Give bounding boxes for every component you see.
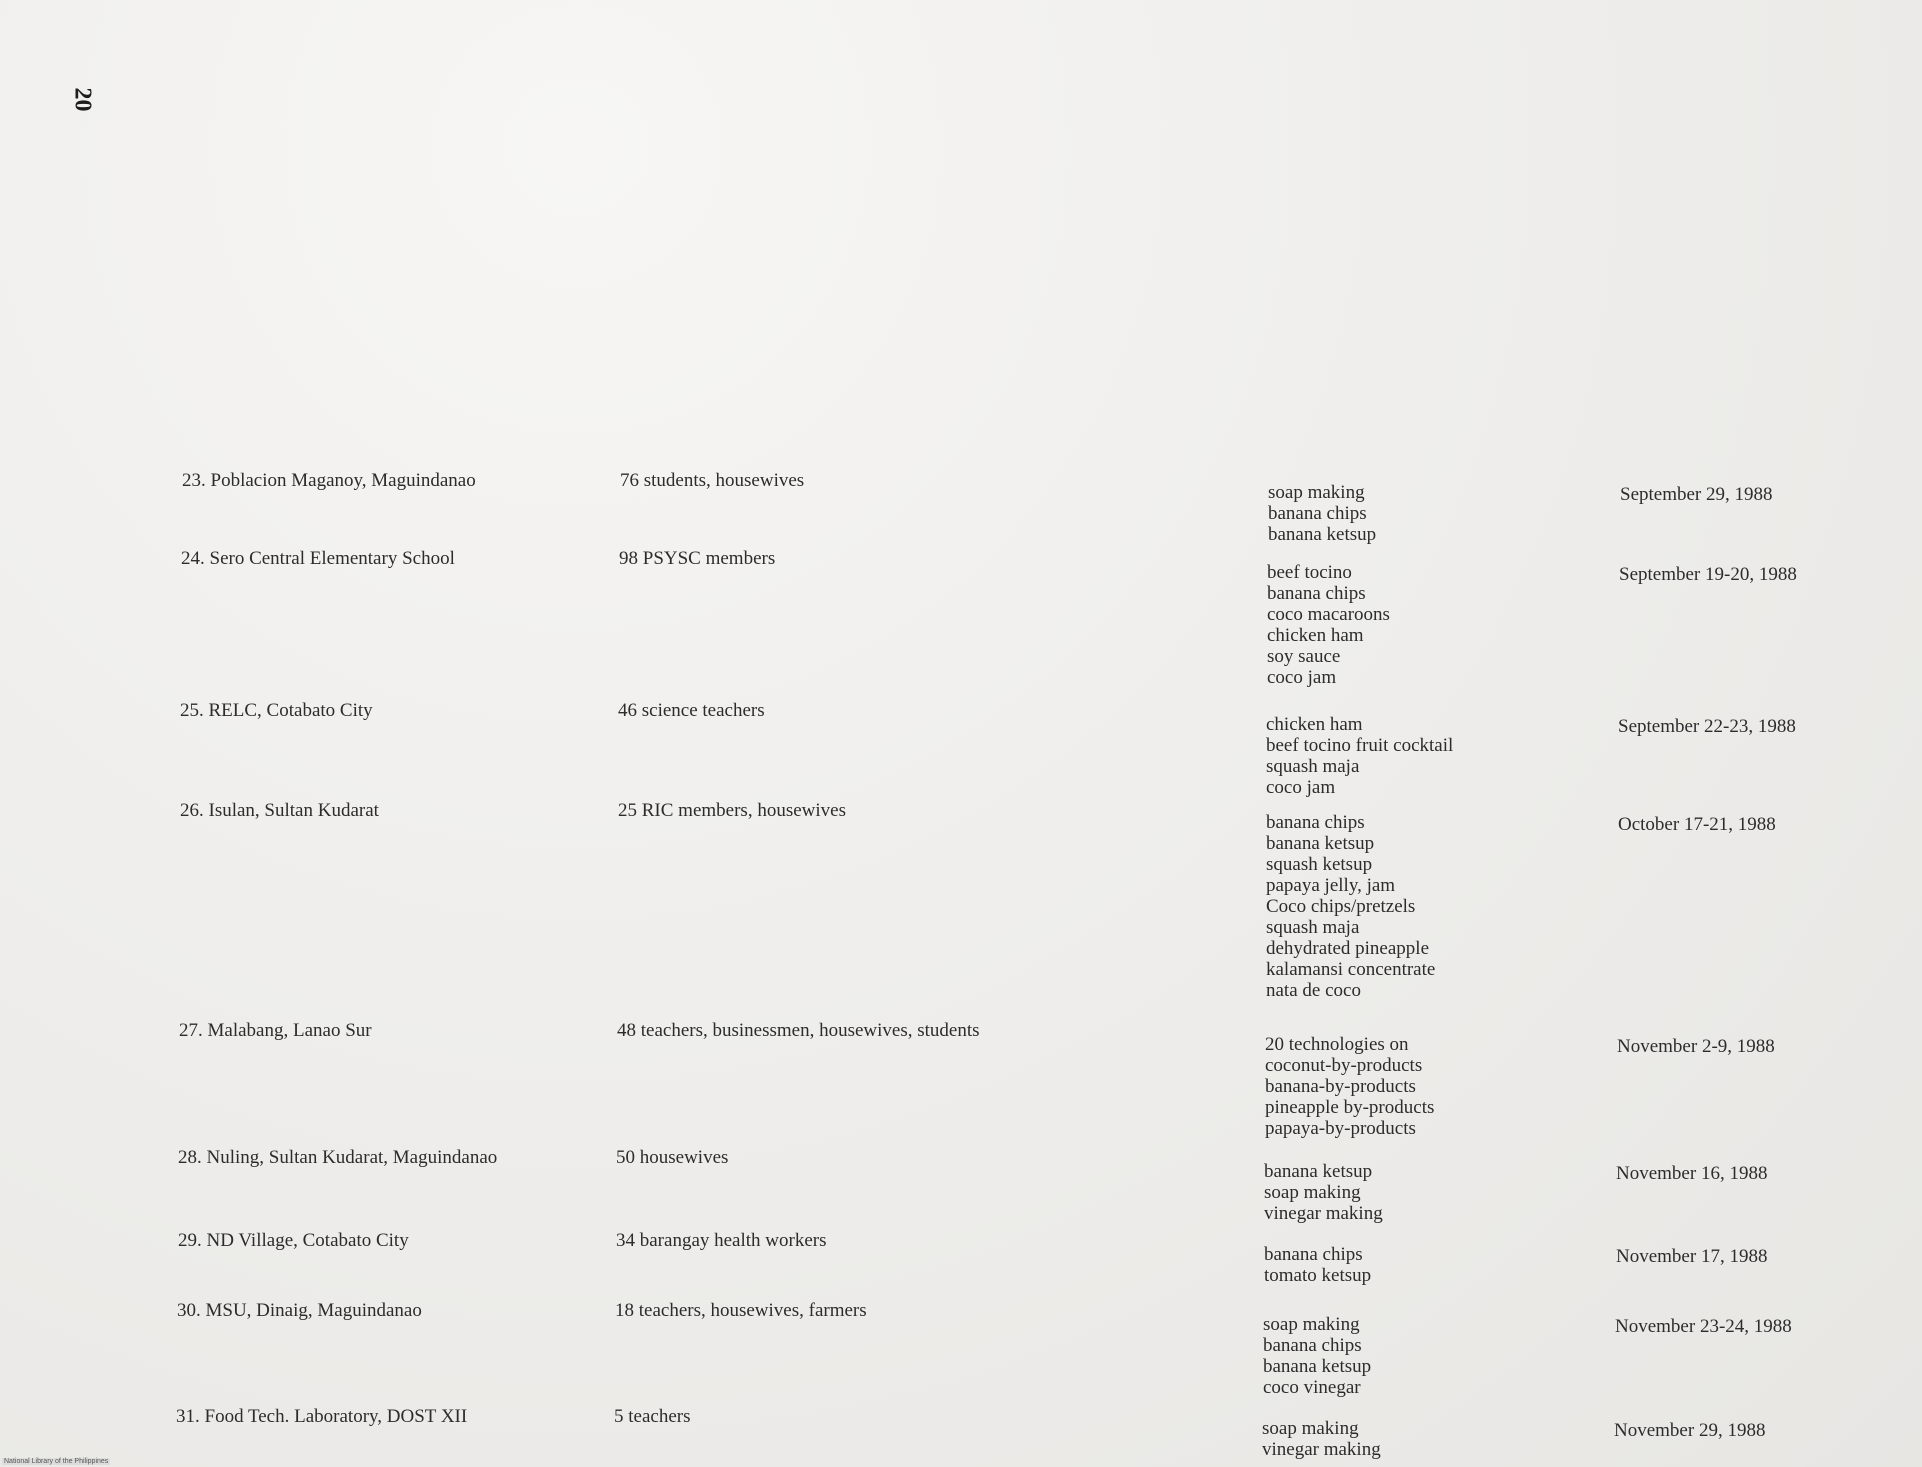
technology-item: coconut-by-products: [1265, 1055, 1423, 1076]
participants-cell: 5 teachers: [614, 1406, 691, 1427]
location-cell: 30. MSU, Dinaig, Maguindanao: [177, 1300, 422, 1321]
technology-item: nata de coco: [1266, 980, 1361, 1001]
technology-item: vinegar making: [1262, 1439, 1381, 1460]
date-cell: November 29, 1988: [1614, 1420, 1766, 1441]
technology-item: pineapple by-products: [1265, 1097, 1435, 1118]
participants-cell: 50 housewives: [616, 1147, 729, 1168]
participants-cell: 25 RIC members, housewives: [618, 800, 846, 821]
date-cell: September 29, 1988: [1620, 484, 1773, 505]
technology-item: chicken ham: [1267, 625, 1364, 646]
location-cell: 31. Food Tech. Laboratory, DOST XII: [176, 1406, 468, 1427]
technology-item: squash ketsup: [1266, 854, 1373, 875]
participants-cell: 48 teachers, businessmen, housewives, students: [617, 1020, 980, 1041]
participants-cell: 18 teachers, housewives, farmers: [615, 1300, 867, 1321]
date-cell: November 2-9, 1988: [1617, 1036, 1775, 1057]
technology-item: coco jam: [1266, 777, 1336, 798]
technology-item: soap making: [1268, 482, 1365, 503]
location-cell: 29. ND Village, Cotabato City: [178, 1230, 409, 1251]
technologies-cell: [1268, 482, 1376, 545]
technology-item: coco macaroons: [1267, 604, 1390, 625]
technologies-cell: [1266, 714, 1453, 798]
date-cell: October 17-21, 1988: [1618, 814, 1776, 835]
date-cell: November 17, 1988: [1616, 1246, 1768, 1267]
technology-item: banana chips: [1267, 583, 1366, 604]
technology-item: soap making: [1262, 1418, 1359, 1439]
technology-item: beef tocino fruit cocktail: [1266, 735, 1454, 756]
technology-item: banana ketsup: [1263, 1356, 1372, 1377]
participants-cell: 76 students, housewives: [620, 470, 805, 491]
location-cell: 24. Sero Central Elementary School: [181, 548, 455, 569]
technologies-cell: [1264, 1244, 1371, 1286]
technology-item: beef tocino: [1267, 562, 1352, 583]
technologies-cell: [1266, 812, 1435, 1001]
technology-item: banana ketsup: [1268, 524, 1377, 545]
technology-item: Coco chips/pretzels: [1266, 896, 1416, 917]
technology-item: papaya-by-products: [1265, 1118, 1416, 1139]
technology-item: soap making: [1263, 1314, 1360, 1335]
technology-item: 20 technologies on: [1265, 1034, 1409, 1055]
participants-cell: 46 science teachers: [618, 700, 765, 721]
technology-item: banana ketsup: [1264, 1161, 1373, 1182]
technology-item: squash maja: [1266, 756, 1360, 777]
participants-cell: 98 PSYSC members: [619, 548, 776, 569]
technology-item: dehydrated pineapple: [1266, 938, 1430, 959]
date-cell: November 16, 1988: [1616, 1163, 1768, 1184]
location-cell: 28. Nuling, Sultan Kudarat, Maguindanao: [178, 1147, 498, 1168]
footer-note: National Library of the Philippines: [4, 1458, 109, 1465]
technology-item: chicken ham: [1266, 714, 1363, 735]
date-cell: September 22-23, 1988: [1618, 716, 1796, 737]
technologies-cell: [1264, 1161, 1383, 1224]
location-cell: 23. Poblacion Maganoy, Maguindanao: [182, 470, 476, 491]
location-cell: 25. RELC, Cotabato City: [180, 700, 373, 721]
technology-item: coco vinegar: [1263, 1377, 1361, 1398]
technology-item: banana chips: [1263, 1335, 1362, 1356]
technologies-cell: [1267, 562, 1390, 688]
date-cell: September 19-20, 1988: [1619, 564, 1797, 585]
technology-item: papaya jelly, jam: [1266, 875, 1396, 896]
technology-item: kalamansi concentrate: [1266, 959, 1436, 980]
date-cell: November 23-24, 1988: [1615, 1316, 1792, 1337]
technology-item: squash maja: [1266, 917, 1360, 938]
technology-item: banana chips: [1264, 1244, 1363, 1265]
location-cell: 26. Isulan, Sultan Kudarat: [180, 800, 379, 821]
technologies-cell: [1262, 1418, 1381, 1460]
technology-item: banana chips: [1268, 503, 1367, 524]
location-cell: 27. Malabang, Lanao Sur: [179, 1020, 372, 1041]
technology-item: soy sauce: [1267, 646, 1341, 667]
participants-cell: 34 barangay health workers: [616, 1230, 827, 1251]
technology-item: banana ketsup: [1266, 833, 1375, 854]
technology-item: banana chips: [1266, 812, 1365, 833]
page-number: 20: [69, 87, 96, 112]
technologies-cell: [1265, 1034, 1434, 1139]
technology-item: coco jam: [1267, 667, 1337, 688]
technologies-cell: [1263, 1314, 1371, 1398]
technology-item: banana-by-products: [1265, 1076, 1416, 1097]
technology-item: vinegar making: [1264, 1203, 1383, 1224]
technology-item: tomato ketsup: [1264, 1265, 1372, 1286]
technology-item: soap making: [1264, 1182, 1361, 1203]
